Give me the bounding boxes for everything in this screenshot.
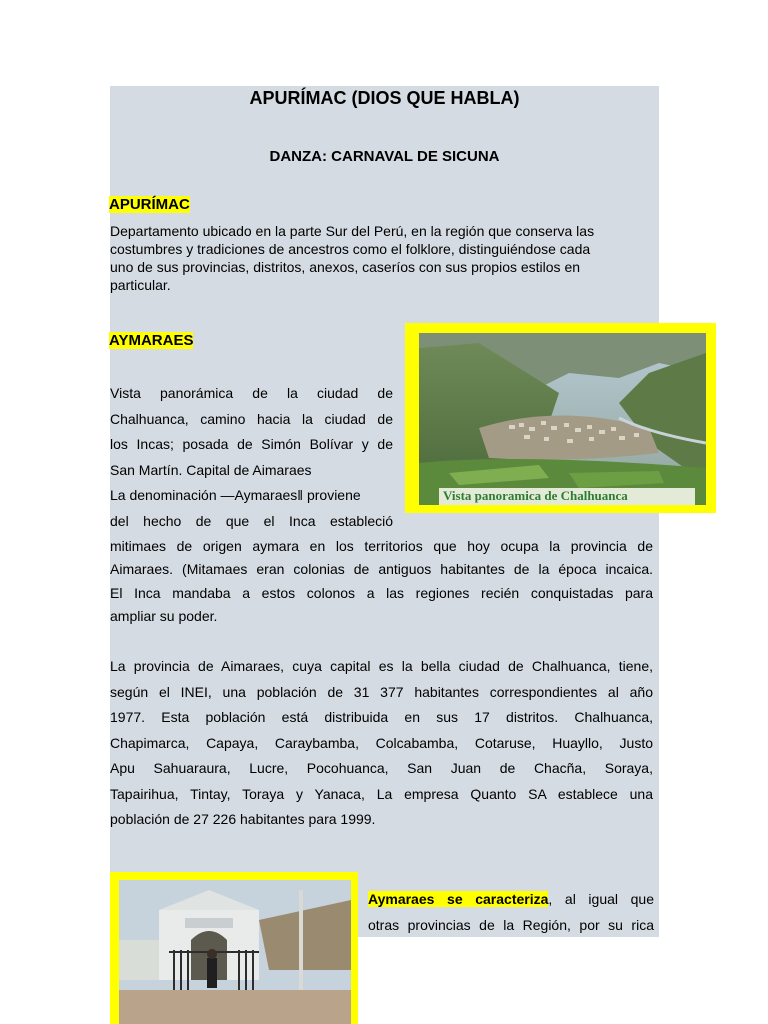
text-line: población de 27 226 habitantes para 1999. <box>110 811 376 827</box>
page-subtitle: DANZA: CARNAVAL DE SICUNA <box>269 148 500 165</box>
heading-highlight: APURÍMAC <box>109 196 190 213</box>
inline-highlight: Aymaraes se caracteriza <box>368 891 549 907</box>
text-fragment: , al igual que <box>548 891 654 907</box>
section-heading-aymaraes <box>109 331 193 350</box>
aymaraes-wide-text <box>110 535 653 628</box>
section-heading-apurimac <box>109 195 190 214</box>
text-line: uno de sus provincias, distritos, anexos, caseríos con sus propios estilos en <box>110 259 581 275</box>
photo-caption: Vista panoramica de Chalhuanca <box>443 488 628 503</box>
text-line: El Inca mandaba a estos colonos a las regiones recién conquistadas para <box>110 584 653 601</box>
section-apurimac-text <box>110 222 659 294</box>
text-line: ampliar su poder. <box>110 607 218 624</box>
text-line: Vista panorámica de la ciudad de <box>110 385 393 401</box>
text-line: del hecho de que el Inca estableció <box>110 512 393 529</box>
text-line: los Incas; posada de Simón Bolívar y de <box>110 436 393 452</box>
text-line: Chapimarca, Capaya, Caraybamba, Colcabamba, Cotaruse, Huayllo, Justo <box>110 734 653 751</box>
text-line: La denominación —Aymaraesǁ proviene <box>110 487 361 503</box>
text-line: Tapairihua, Tintay, Toraya y Yanaca, La empresa Quanto SA establece una <box>110 785 653 802</box>
text-line: mitimaes de origen aymara en los territorios que hoy ocupa la provincia de <box>110 538 653 554</box>
church-photo <box>119 880 351 1024</box>
text-line: Aimaraes. (Mitamaes eran colonias de antiguos habitantes de la época incaica. <box>110 561 653 578</box>
text-line: San Martín. Capital de Aimaraes <box>110 461 312 478</box>
text-line <box>368 887 654 913</box>
text-line: particular. <box>110 277 171 293</box>
heading-highlight: AYMARAES <box>109 332 194 349</box>
text-line: 1977. Esta población está distribuida en sus 17 distritos. Chalhuanca, <box>110 709 653 725</box>
text-line: costumbres y tradiciones de ancestros como el folklore, distinguiéndose cada <box>110 241 591 257</box>
text-line: Chalhuanca, camino hacia la ciudad de <box>110 410 393 427</box>
text-line: según el INEI, una población de 31 377 habitantes correspondientes al año <box>110 683 653 700</box>
text-line: La provincia de Aimaraes, cuya capital es la bella ciudad de Chalhuanca, tiene, <box>110 658 653 674</box>
text-line: Apu Sahuaraura, Lucre, Pocohuanca, San Juan de Chacña, Soraya, <box>110 760 653 776</box>
aimaraes-province-text <box>110 654 653 833</box>
valley-landscape-image <box>419 333 706 505</box>
page-title: APURÍMAC (DIOS QUE HABLA) <box>249 88 520 108</box>
aymaraes-characteristics-text <box>368 887 654 938</box>
content-background-lower <box>360 937 659 1024</box>
aymaraes-narrow-text <box>110 381 393 534</box>
church-image <box>119 880 351 1024</box>
panorama-photo <box>419 333 706 505</box>
text-line: otras provincias de la Región, por su rica <box>368 916 654 933</box>
text-line: Departamento ubicado en la parte Sur del Perú, en la región que conserva las <box>110 223 595 239</box>
